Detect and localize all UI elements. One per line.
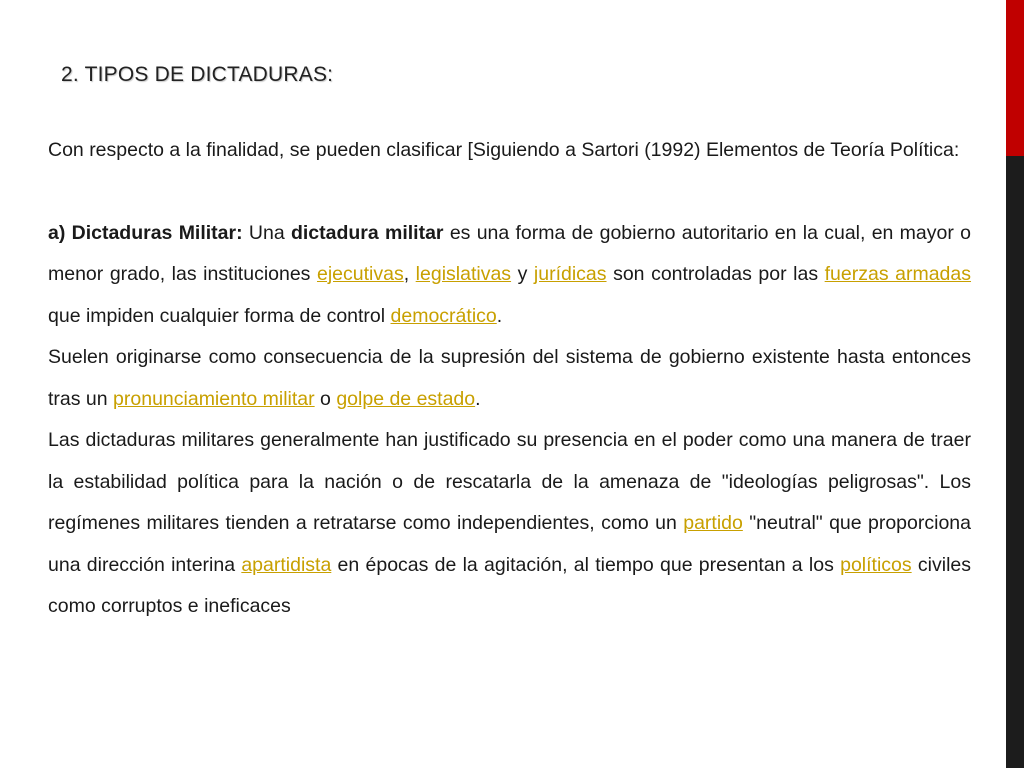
link-juridicas[interactable]: jurídicas — [533, 263, 607, 285]
accent-bar-dark — [1006, 156, 1024, 768]
link-fuerzas-armadas[interactable]: fuerzas armadas — [824, 263, 972, 285]
link-partido[interactable]: partido — [683, 512, 743, 534]
intro-paragraph: Con respecto a la finalidad, se pueden clasificar [Siguiendo a Sartori (1992) Elementos de Teoría Política: — [48, 139, 960, 161]
justification-paragraph: Las dictaduras militares generalmente han justificado su presencia en el poder como una manera de traer la estabilidad política para la nación o de rescatarla de la amenaza de "ideologías peligrosas". Los regímenes militares tienden a retratarse como independientes, como un partido "neutral" que proporciona una dirección interina apartidista en épocas de la agitación, al tiempo que presentan a los políticos civiles como corruptos e ineficaces — [48, 429, 971, 617]
link-ejecutivas[interactable]: ejecutivas — [316, 263, 404, 285]
link-apartidista[interactable]: apartidista — [241, 553, 332, 576]
section-a-paragraph: a) Dictaduras Militar: Una dictadura militar es una forma de gobierno autoritario en la cual, en mayor o menor grado, las instituciones ejecutivas, legislativas y jurídicas son controladas por las fuerzas armadas que impiden cualquier forma de control democrático. — [48, 221, 972, 327]
link-golpe-de-estado[interactable]: golpe de estado — [336, 387, 476, 410]
accent-bar-red — [1006, 0, 1024, 156]
slide-body — [48, 130, 971, 628]
link-legislativas[interactable]: legislativas — [415, 263, 512, 285]
section-a-heading: a) Dictaduras Militar: — [48, 221, 243, 244]
link-politicos[interactable]: políticos — [840, 553, 912, 576]
term-dictadura-militar: dictadura militar — [290, 221, 444, 244]
link-pronunciamiento-militar[interactable]: pronunciamiento militar — [113, 387, 315, 410]
slide-title: 2. TIPOS DE DICTADURAS: — [61, 63, 334, 86]
link-democratico[interactable]: democrático — [390, 304, 497, 327]
origin-paragraph: Suelen originarse como consecuencia de la supresión del sistema de gobierno existente hasta entonces tras un pronunciamiento militar o golpe de estado. — [48, 346, 971, 410]
